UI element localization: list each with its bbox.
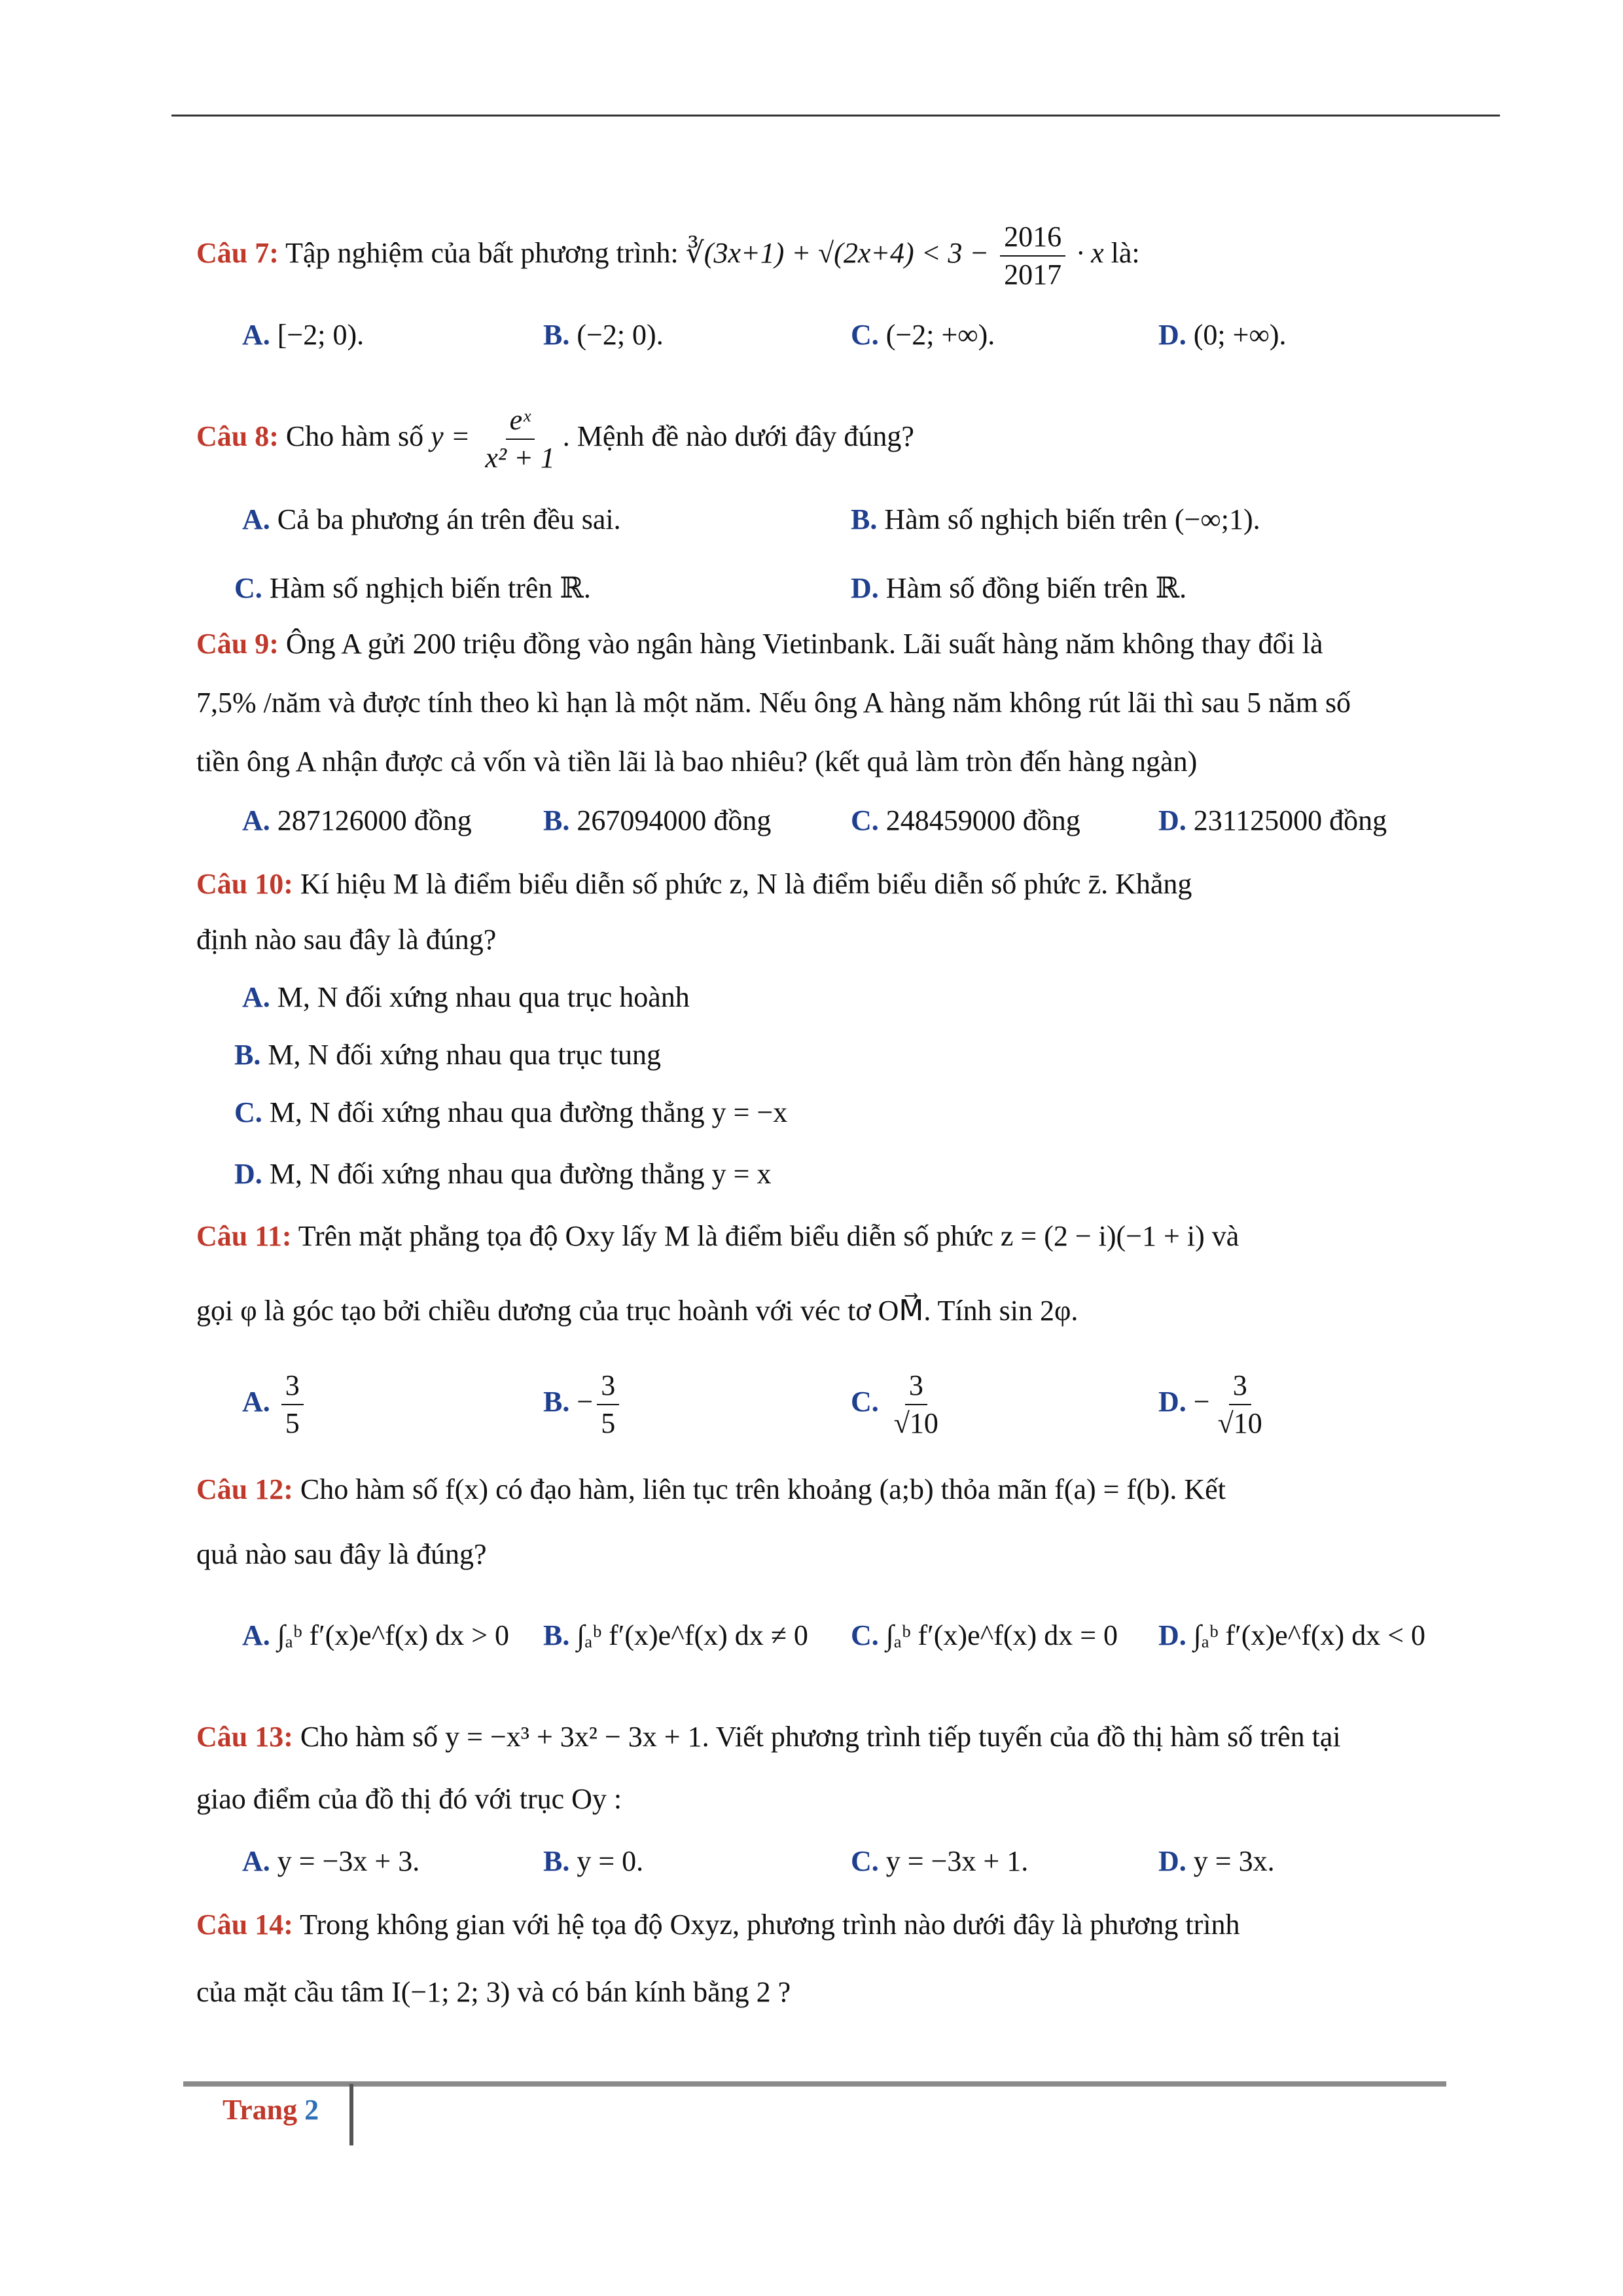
option-text: (0; +∞).	[1193, 319, 1287, 351]
option-b[interactable]	[543, 316, 664, 354]
question-11	[196, 1217, 1239, 1255]
sqrt-fraction	[1000, 223, 1065, 289]
option-a[interactable]	[242, 1842, 419, 1880]
question-text: Tập nghiệm của bất phương trình:	[285, 237, 679, 270]
page-label: Trang	[223, 2094, 298, 2126]
fraction-denominator: 5	[285, 1407, 300, 1439]
question-12	[196, 1471, 1226, 1509]
option-text: y = −3x + 1.	[885, 1845, 1029, 1877]
option-text: ∫ₐᵇ f′(x)e^f(x) dx < 0	[1193, 1619, 1426, 1651]
question-label: Câu 11:	[196, 1220, 292, 1252]
fraction	[481, 406, 558, 473]
question-label: Câu 10:	[196, 868, 293, 900]
question-9-line-3	[196, 743, 1197, 781]
question-9	[196, 625, 1323, 663]
option-text: 231125000 đồng	[1193, 804, 1387, 836]
question-10	[196, 865, 1192, 903]
option-label: C.	[234, 1096, 262, 1128]
question-label: Câu 8:	[196, 420, 279, 453]
option-label: A.	[242, 1619, 270, 1651]
option-a[interactable]	[242, 316, 364, 354]
question-text: 7,5% /năm và được tính theo kì hạn là một năm. Nếu ông A hàng năm không rút lãi thì sau 5 năm số	[196, 687, 1351, 719]
option-text: (−2; 0).	[577, 319, 664, 351]
option-label: D.	[1158, 1845, 1186, 1877]
question-text: giao điểm của đồ thị đó với trục Oy :	[196, 1783, 622, 1815]
question-label: Câu 14:	[196, 1909, 293, 1941]
option-b[interactable]	[851, 501, 1260, 539]
question-formula: y =	[431, 420, 471, 453]
page-number-value: 2	[304, 2094, 319, 2126]
footer-divider	[349, 2084, 353, 2145]
question-9-line-2	[196, 684, 1351, 722]
option-label: D.	[234, 1158, 262, 1190]
fraction-numerator: 2016	[1000, 223, 1065, 257]
option-text: M, N đối xứng nhau qua đường thẳng y = x	[269, 1158, 772, 1190]
question-13	[196, 1718, 1341, 1756]
option-label: D.	[1158, 804, 1186, 836]
option-label: B.	[543, 1386, 570, 1418]
option-label: A.	[242, 319, 270, 351]
footer-rule	[183, 2081, 1446, 2087]
option-text: Cả ba phương án trên đều sai.	[277, 503, 621, 535]
option-label: A.	[242, 804, 270, 836]
question-label: Câu 13:	[196, 1721, 293, 1753]
option-label: B.	[234, 1039, 261, 1071]
option-c[interactable]	[851, 1617, 1118, 1655]
option-text: ∫ₐᵇ f′(x)e^f(x) dx = 0	[885, 1619, 1118, 1651]
header-rule	[171, 115, 1500, 117]
fraction-numerator: 3	[597, 1371, 619, 1405]
question-text: của mặt cầu tâm I(−1; 2; 3) và có bán kính bằng 2 ?	[196, 1976, 791, 2008]
option-c[interactable]	[851, 316, 995, 354]
question-text: Cho hàm số f(x) có đạo hàm, liên tục trên khoảng (a;b) thỏa mãn f(a) = f(b). Kết	[300, 1473, 1226, 1505]
option-text: 248459000 đồng	[885, 804, 1080, 836]
question-label: Câu 7:	[196, 237, 279, 270]
fraction	[890, 1371, 942, 1438]
option-text: [−2; 0).	[277, 319, 365, 351]
option-label: C.	[234, 572, 262, 604]
option-d[interactable]	[1158, 1842, 1275, 1880]
option-text: y = −3x + 3.	[277, 1845, 420, 1877]
fraction	[597, 1371, 619, 1438]
option-sign: −	[577, 1386, 594, 1418]
question-11-line-2	[196, 1292, 1078, 1330]
option-d[interactable]	[1158, 1617, 1425, 1655]
question-label: Câu 9:	[196, 628, 279, 660]
question-text: quả nào sau đây là đúng?	[196, 1538, 487, 1570]
option-b[interactable]	[543, 802, 771, 840]
question-14-line-2	[196, 1973, 791, 2011]
option-label: A.	[242, 503, 270, 535]
option-text: M, N đối xứng nhau qua trục tung	[268, 1039, 662, 1071]
option-label: A.	[242, 981, 270, 1013]
option-b[interactable]	[543, 1617, 808, 1655]
option-label: A.	[242, 1845, 270, 1877]
question-text: tiền ông A nhận được cả vốn và tiền lãi là bao nhiêu? (kết quả làm tròn đến hàng ngàn)	[196, 745, 1198, 778]
question-label: Câu 12:	[196, 1473, 293, 1505]
option-a[interactable]	[242, 978, 690, 1016]
question-text: Cho hàm số y = −x³ + 3x² − 3x + 1. Viết phương trình tiếp tuyến của đồ thị hàm số trên tại	[300, 1721, 1341, 1753]
option-text: M, N đối xứng nhau qua đường thẳng y = −x	[269, 1096, 788, 1128]
option-label: D.	[851, 572, 879, 604]
option-c[interactable]	[851, 802, 1080, 840]
option-label: B.	[851, 503, 878, 535]
question-text: Trên mặt phẳng tọa độ Oxy lấy M là điểm biểu diễn số phức z = (2 − i)(−1 + i) và	[298, 1220, 1240, 1252]
question-10-line-2	[196, 921, 496, 959]
fraction-denominator: x² + 1	[485, 442, 555, 474]
question-13-line-2	[196, 1780, 622, 1818]
question-text: gọi φ là góc tạo bởi chiều dương của trục hoành với véc tơ OM⃗. Tính sin 2φ.	[196, 1295, 1079, 1327]
option-label: B.	[543, 1845, 570, 1877]
option-label: D.	[1158, 319, 1186, 351]
question-7	[196, 223, 1140, 289]
question-8	[196, 406, 914, 473]
option-text: Hàm số đồng biến trên ℝ.	[885, 572, 1187, 604]
option-c[interactable]	[851, 1371, 946, 1438]
fraction	[1214, 1371, 1266, 1438]
option-text: Hàm số nghịch biến trên (−∞;1).	[884, 503, 1260, 535]
option-label: C.	[851, 1386, 879, 1418]
option-d[interactable]	[1158, 802, 1387, 840]
option-c[interactable]	[851, 1842, 1028, 1880]
question-text: Kí hiệu M là điểm biểu diễn số phức z, N là điểm biểu diễn số phức z̄. Khẳng	[300, 868, 1192, 900]
option-a[interactable]	[242, 501, 621, 539]
option-text: ∫ₐᵇ f′(x)e^f(x) dx > 0	[277, 1619, 510, 1651]
option-label: C.	[851, 1845, 879, 1877]
option-a[interactable]	[242, 1617, 509, 1655]
fraction-denominator: √10	[893, 1407, 938, 1439]
option-c[interactable]	[234, 569, 591, 607]
fraction-denominator: 5	[601, 1407, 616, 1439]
option-text: ∫ₐᵇ f′(x)e^f(x) dx ≠ 0	[577, 1619, 808, 1651]
question-text: Trong không gian với hệ tọa độ Oxyz, phương trình nào dưới đây là phương trình	[300, 1909, 1240, 1941]
option-b[interactable]	[543, 1371, 623, 1438]
option-label: B.	[543, 804, 570, 836]
option-d[interactable]	[851, 569, 1186, 607]
option-text: y = 3x.	[1193, 1845, 1275, 1877]
question-formula: ∛(3x+1) + √(2x+4) < 3 −	[685, 237, 990, 270]
question-text: là:	[1111, 237, 1140, 270]
question-formula: · x	[1077, 237, 1104, 270]
option-text: Hàm số nghịch biến trên ℝ.	[269, 572, 591, 604]
option-text: y = 0.	[577, 1845, 644, 1877]
option-a[interactable]	[242, 802, 472, 840]
option-label: D.	[1158, 1386, 1186, 1418]
fraction-denominator: 2017	[1004, 259, 1062, 291]
option-b[interactable]	[234, 1036, 661, 1074]
option-d[interactable]	[1158, 316, 1287, 354]
option-b[interactable]	[543, 1842, 643, 1880]
fraction-numerator: eˣ	[506, 406, 535, 440]
question-text: Ông A gửi 200 triệu đồng vào ngân hàng Vietinbank. Lãi suất hàng năm không thay đổi là	[285, 628, 1323, 660]
option-d[interactable]	[234, 1155, 772, 1193]
option-label: C.	[851, 804, 879, 836]
option-text: (−2; +∞).	[885, 319, 995, 351]
question-12-line-2	[196, 1535, 487, 1573]
fraction	[281, 1371, 304, 1438]
question-text: . Mệnh đề nào dưới đây đúng?	[562, 420, 914, 453]
option-d[interactable]	[1158, 1371, 1270, 1438]
option-label: C.	[851, 1619, 879, 1651]
question-text: định nào sau đây là đúng?	[196, 924, 497, 956]
fraction-numerator: 3	[905, 1371, 927, 1405]
question-text: Cho hàm số	[285, 420, 424, 453]
question-14	[196, 1906, 1240, 1944]
option-text: 267094000 đồng	[577, 804, 772, 836]
option-label: D.	[1158, 1619, 1186, 1651]
fraction-numerator: 3	[1229, 1371, 1251, 1405]
option-c[interactable]	[234, 1094, 787, 1132]
page-number	[223, 2093, 319, 2126]
option-label: B.	[543, 319, 570, 351]
option-sign: −	[1193, 1386, 1210, 1418]
option-label: C.	[851, 319, 879, 351]
option-label: A.	[242, 1386, 270, 1418]
option-text: M, N đối xứng nhau qua trục hoành	[277, 981, 690, 1013]
option-label: B.	[543, 1619, 570, 1651]
option-text: 287126000 đồng	[277, 804, 472, 836]
fraction-denominator: √10	[1217, 1407, 1262, 1439]
option-a[interactable]	[242, 1371, 308, 1438]
fraction-numerator: 3	[281, 1371, 304, 1405]
